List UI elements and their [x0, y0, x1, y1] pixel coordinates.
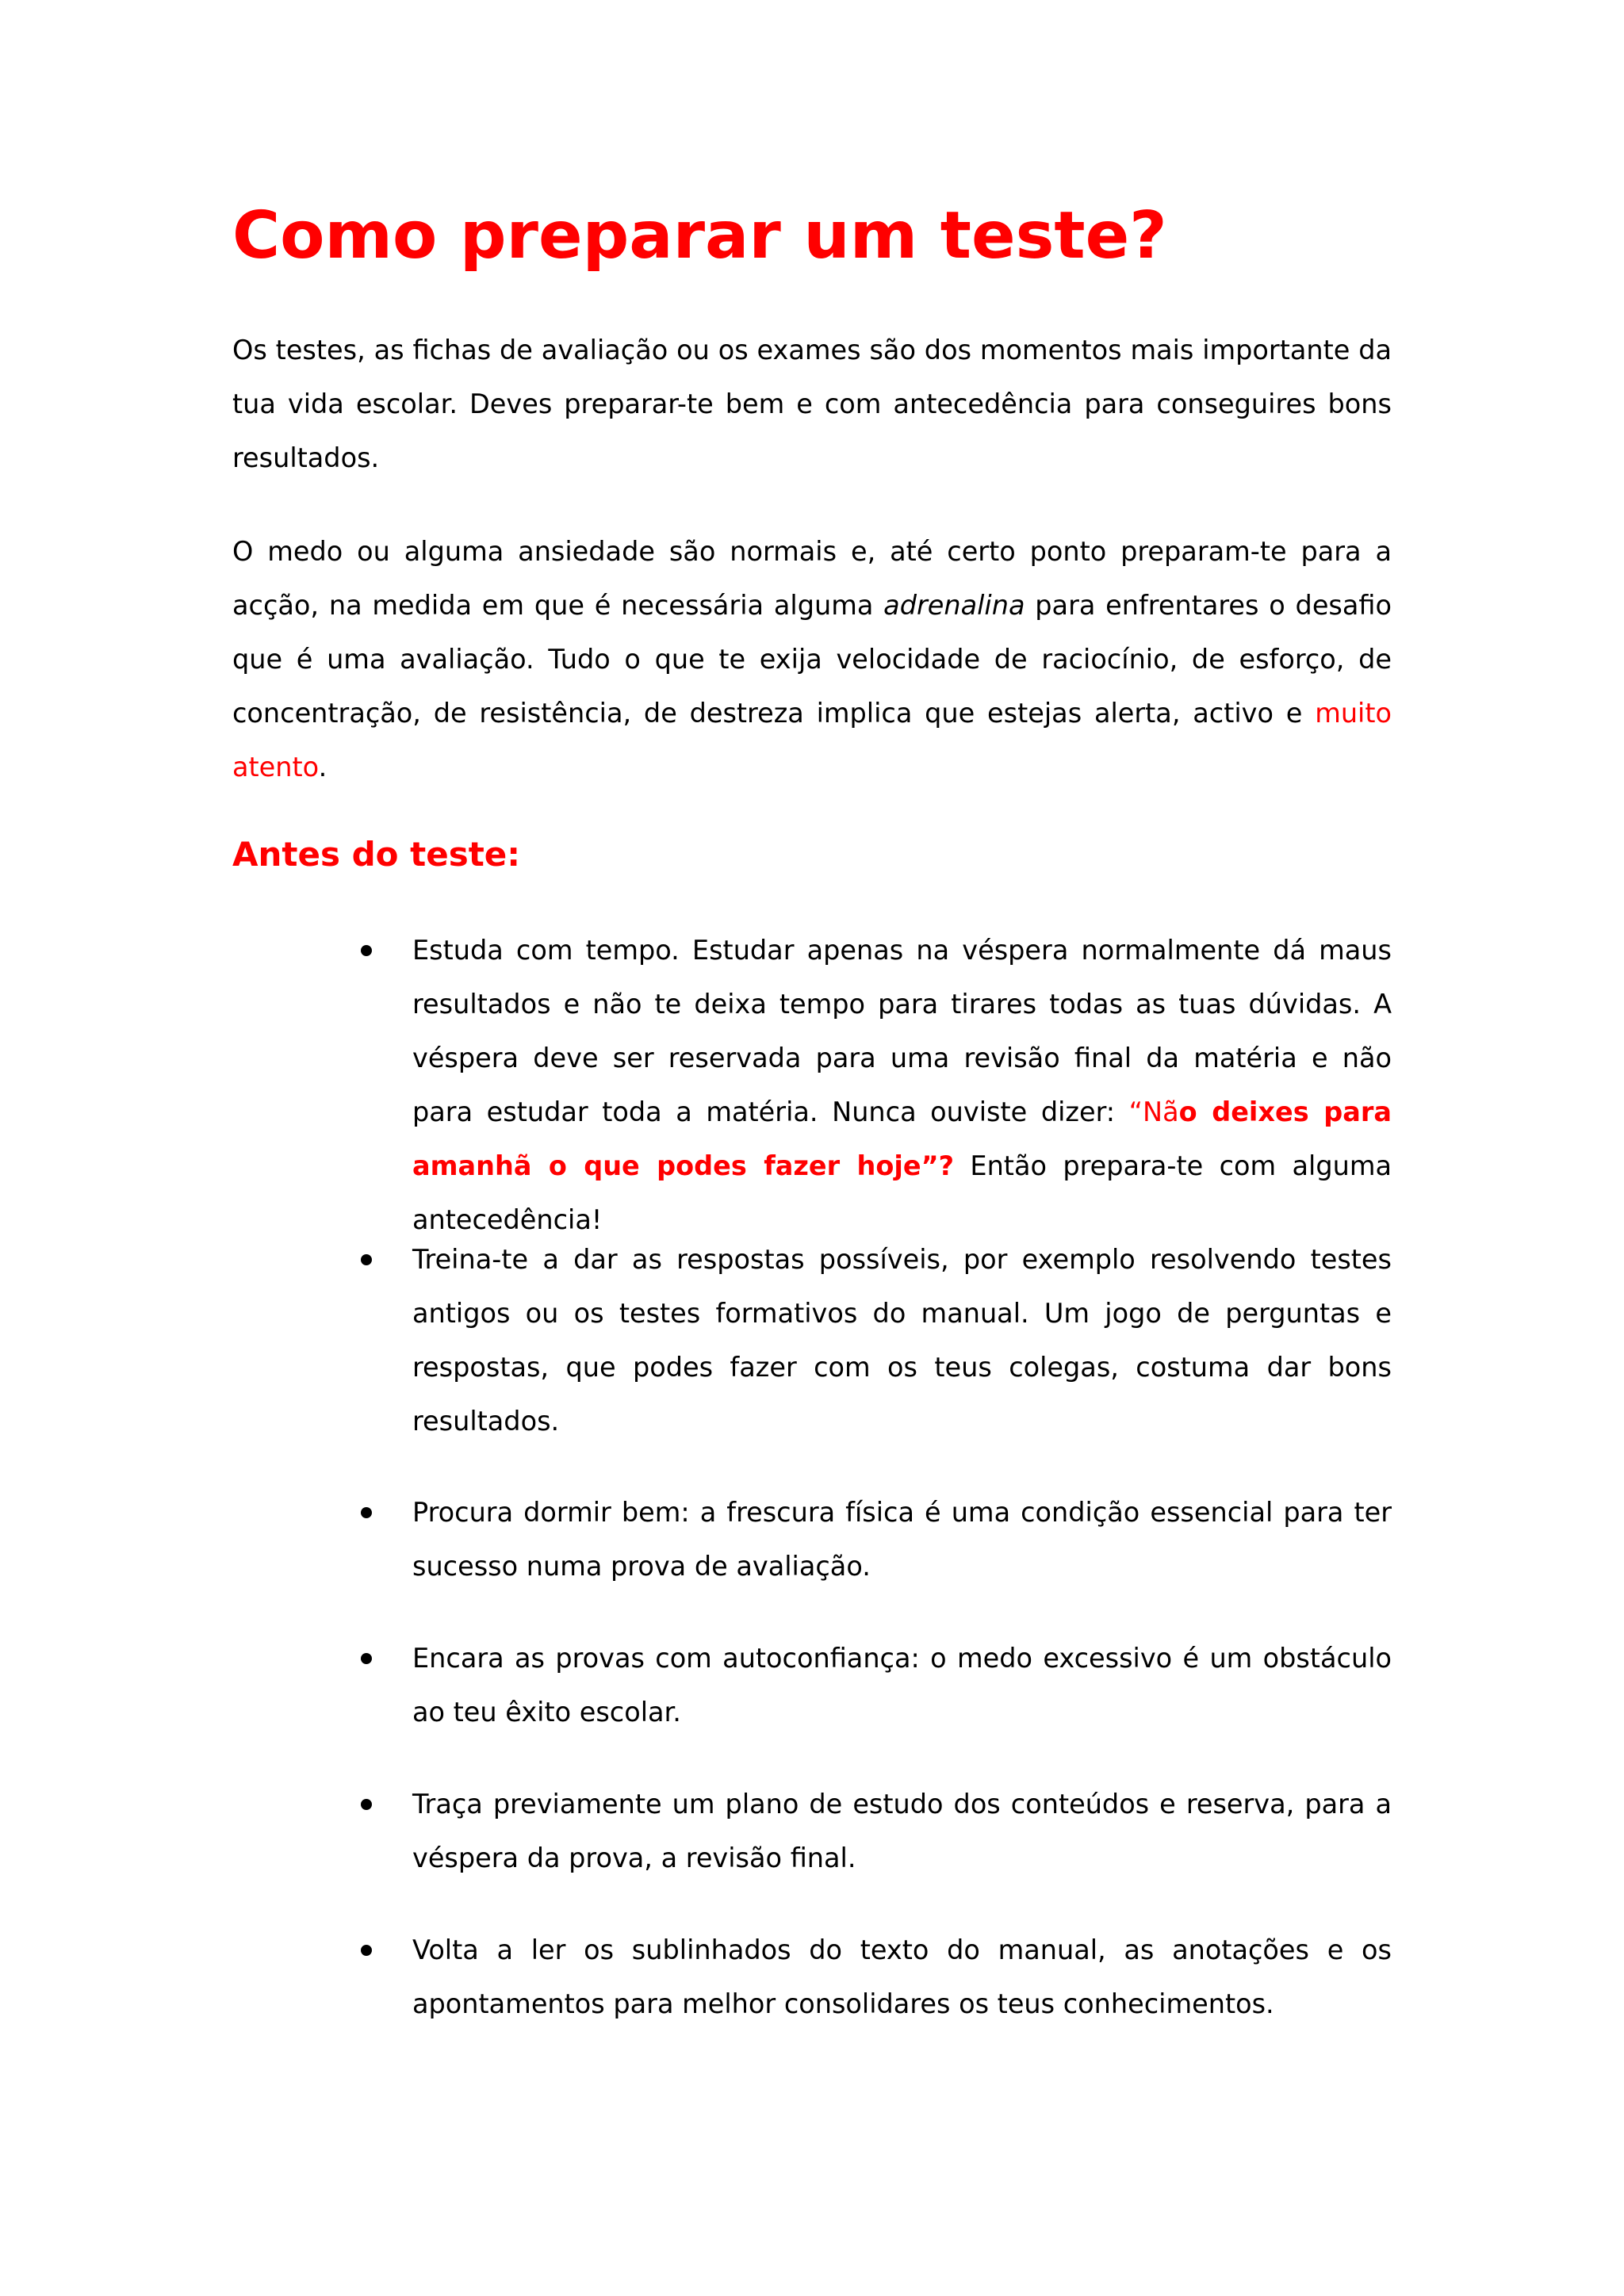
anxiety-paragraph-end: .	[318, 752, 327, 783]
list-item-text	[412, 924, 1392, 1247]
list-item-text: Encara as provas com autoconfiança: o medo excessivo é um obstáculo ao teu êxito escolar.	[412, 1643, 1392, 1728]
anxiety-paragraph-text-2: para enfrentares o desafio que é uma avaliação. Tudo o que te exija velocidade de raciocínio, de esforço, de concentração, de resistência, de destreza implica que estejas alerta, activo e	[232, 590, 1392, 729]
anxiety-paragraph-text-1: O medo ou alguma ansiedade são normais e, até certo ponto preparam-te para a acção, na medida em que é necessária alguma	[232, 536, 1392, 621]
intro-paragraph: Os testes, as fichas de avaliação ou os exames são dos momentos mais importante da tua vida escolar. Deves preparar-te bem e com antecedência para conseguires bons resultados.	[232, 335, 1392, 473]
bullet-icon	[361, 1653, 372, 1664]
bullet-icon	[361, 1254, 372, 1265]
anxiety-paragraph	[232, 525, 1392, 794]
quote-regular: “Nã	[1128, 1096, 1179, 1127]
bullet-icon	[361, 1507, 372, 1518]
list-item-text: Procura dormir bem: a frescura física é uma condição essencial para ter sucesso numa prova de avaliação.	[412, 1497, 1392, 1582]
bullet-icon	[361, 945, 372, 956]
adrenalina-emphasis: adrenalina	[883, 590, 1025, 621]
section-heading-antes-do-teste: Antes do teste:	[232, 835, 521, 874]
list-item-text: Traça previamente um plano de estudo dos conteúdos e reserva, para a véspera da prova, a revisão final.	[412, 1789, 1392, 1873]
document-title: Como preparar um teste?	[232, 198, 1167, 274]
list-item-text: Volta a ler os sublinhados do texto do manual, as anotações e os apontamentos para melhor consolidares os teus conhecimentos.	[412, 1934, 1392, 2019]
list-item-text: Treina-te a dar as respostas possíveis, por exemplo resolvendo testes antigos ou os testes formativos do manual. Um jogo de perguntas e respostas, que podes fazer com os teus colegas, costuma dar bons resultados.	[412, 1244, 1392, 1437]
muito-atento-highlight: muito atento	[232, 698, 1392, 783]
list-item-text-after: Então prepara-te com alguma antecedência!	[412, 1150, 1392, 1235]
bullet-icon	[361, 1799, 372, 1810]
list-item-text-before: Estuda com tempo. Estudar apenas na véspera normalmente dá maus resultados e não te deixa tempo para tirares todas as tuas dúvidas. A véspera deve ser reservada para uma revisão final da matéria e não para estudar toda a matéria. Nunca ouviste dizer:	[412, 935, 1392, 1127]
quote-bold: o deixes para amanhã o que podes fazer hoje”?	[412, 1096, 1392, 1181]
bullet-icon	[361, 1945, 372, 1956]
